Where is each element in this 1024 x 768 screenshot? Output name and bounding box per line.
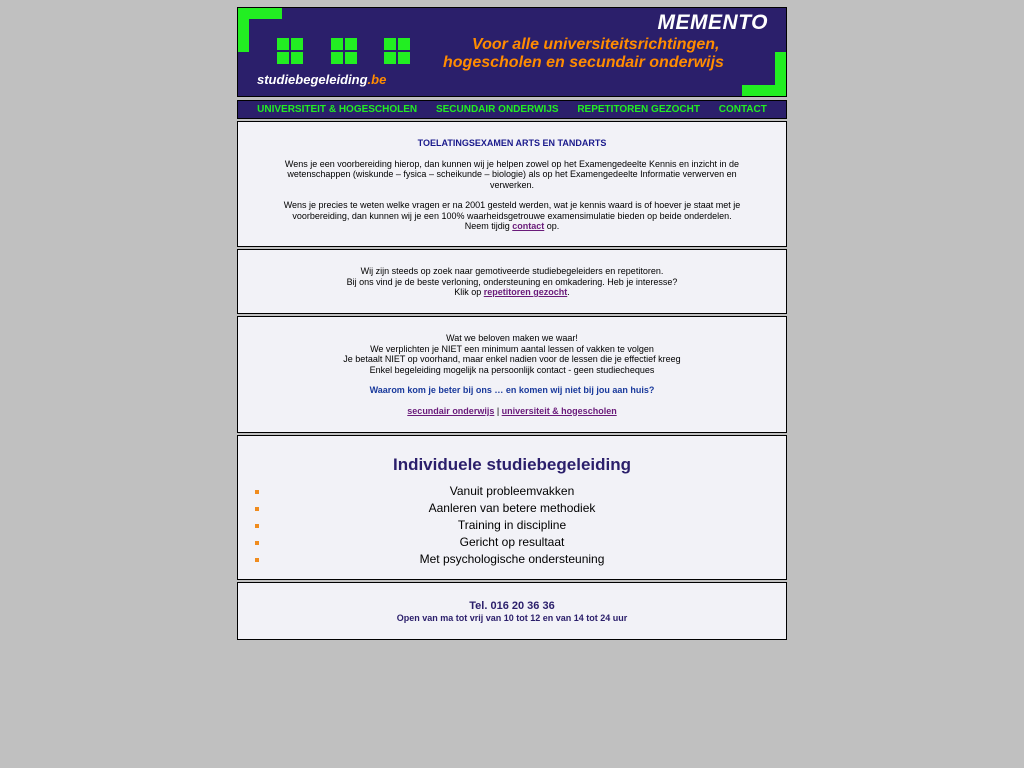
admission-exam-box	[237, 121, 787, 247]
admission-exam-para-1: Wens je een voorbereiding hierop, dan kunnen wij je helpen zowel op het Examengedeelte Kennis en inzicht in de wetenschappen (wiskunde – fysica – scheikunde – biologie) als op het Examengedeelte Informatie verwerven en verwerken.	[284, 158, 740, 190]
admission-exam-title: TOELATINGSEXAMEN ARTS EN TANDARTS	[417, 138, 607, 148]
nav-repetitoren-gezocht[interactable]: REPETITOREN GEZOCHT	[577, 104, 700, 115]
nav-secundair-onderwijs[interactable]: SECUNDAIR ONDERWIJS	[435, 104, 559, 115]
para3-after: op.	[544, 221, 560, 231]
tagline-line-2: hogescholen en secundair onderwijs	[443, 54, 724, 71]
header-banner	[237, 7, 787, 97]
promise-question: Waarom kom je beter bij ons … en komen wij niet bij jou aan huis?	[369, 385, 655, 395]
admission-exam-para-3	[238, 221, 786, 232]
promise-line-2: We verplichten je NIET een minimum aantal lessen of vakken te volgen	[370, 343, 654, 354]
opening-hours: Open van ma tot vrij van 10 tot 12 en van 14 tot 24 uur	[396, 613, 628, 623]
main-nav	[237, 100, 787, 119]
list-item-text: Met psychologische ondersteuning	[419, 552, 605, 566]
promise-links	[238, 406, 786, 417]
para3-before: Neem tijdig	[464, 221, 513, 231]
admission-exam-para-2: Wens je precies te weten welke vragen er na 2001 gesteld werden, wat je kennis waard is of hoever je staat met je voorbereiding, dan kunnen wij je een 100% waarheidsgetrouwe examensimulatie bieden op beide onderdelen.	[283, 200, 741, 221]
nav-contact[interactable]: CONTACT	[718, 104, 767, 115]
site-name: studiebegeleiding	[257, 72, 368, 87]
list-item	[238, 551, 786, 568]
line3-after: .	[567, 287, 570, 297]
bullet-icon	[255, 490, 259, 494]
recruitment-box	[237, 249, 787, 314]
individual-guidance-box	[237, 435, 787, 580]
tagline-line-1: Voor alle universiteitsrichtingen,	[472, 36, 720, 53]
brand-title: MEMENTO	[657, 11, 768, 34]
bullet-icon	[255, 541, 259, 545]
line3-before: Klik op	[454, 287, 484, 297]
list-item-text: Gericht op resultaat	[459, 535, 565, 549]
guidance-list	[238, 483, 786, 568]
corner-bracket-bottom-right-vertical	[775, 52, 786, 96]
phone-number: Tel. 016 20 36 36	[469, 600, 555, 612]
promise-line-3: Je betaalt NIET op voorhand, maar enkel nadien voor de lessen die je effectief kreeg	[343, 354, 681, 364]
contact-info-box	[237, 582, 787, 640]
site-tld: .be	[367, 72, 387, 87]
list-item-text: Training in discipline	[457, 518, 567, 532]
recruitment-line-3	[238, 287, 786, 298]
promises-box	[237, 316, 787, 433]
list-item-text: Vanuit probleemvakken	[449, 484, 575, 498]
list-item	[238, 483, 786, 500]
bullet-icon	[255, 507, 259, 511]
list-item	[238, 517, 786, 534]
repetitoren-gezocht-link[interactable]: repetitoren gezocht	[483, 287, 568, 297]
corner-bracket-top-left-vertical	[238, 8, 249, 52]
recruitment-line-2: Bij ons vind je de beste verloning, ondersteuning en omkadering. Heb je interesse?	[346, 276, 678, 287]
list-item-text: Aanleren van betere methodiek	[428, 501, 596, 515]
bullet-icon	[255, 558, 259, 562]
individual-guidance-heading: Individuele studiebegeleiding	[392, 455, 632, 474]
window-icon	[384, 38, 410, 64]
list-item	[238, 500, 786, 517]
contact-link[interactable]: contact	[512, 221, 545, 231]
promise-line-1: Wat we beloven maken we waar!	[446, 333, 578, 343]
nav-universiteit-hogescholen[interactable]: UNIVERSITEIT & HOGESCHOLEN	[257, 104, 418, 115]
window-icon	[277, 38, 303, 64]
secundair-onderwijs-link[interactable]: secundair onderwijs	[407, 405, 495, 416]
window-icon	[331, 38, 357, 64]
page-container	[237, 7, 787, 640]
recruitment-line-1: Wij zijn steeds op zoek naar gemotiveerde studiebegeleiders en repetitoren.	[360, 266, 664, 276]
bullet-icon	[255, 524, 259, 528]
promise-line-4: Enkel begeleiding mogelijk na persoonlijk contact - geen studiecheques	[369, 364, 655, 375]
list-item	[238, 534, 786, 551]
site-logo-text[interactable]	[257, 72, 386, 87]
link-separator: |	[494, 405, 502, 416]
universiteit-hogescholen-link[interactable]: universiteit & hogescholen	[501, 405, 617, 416]
